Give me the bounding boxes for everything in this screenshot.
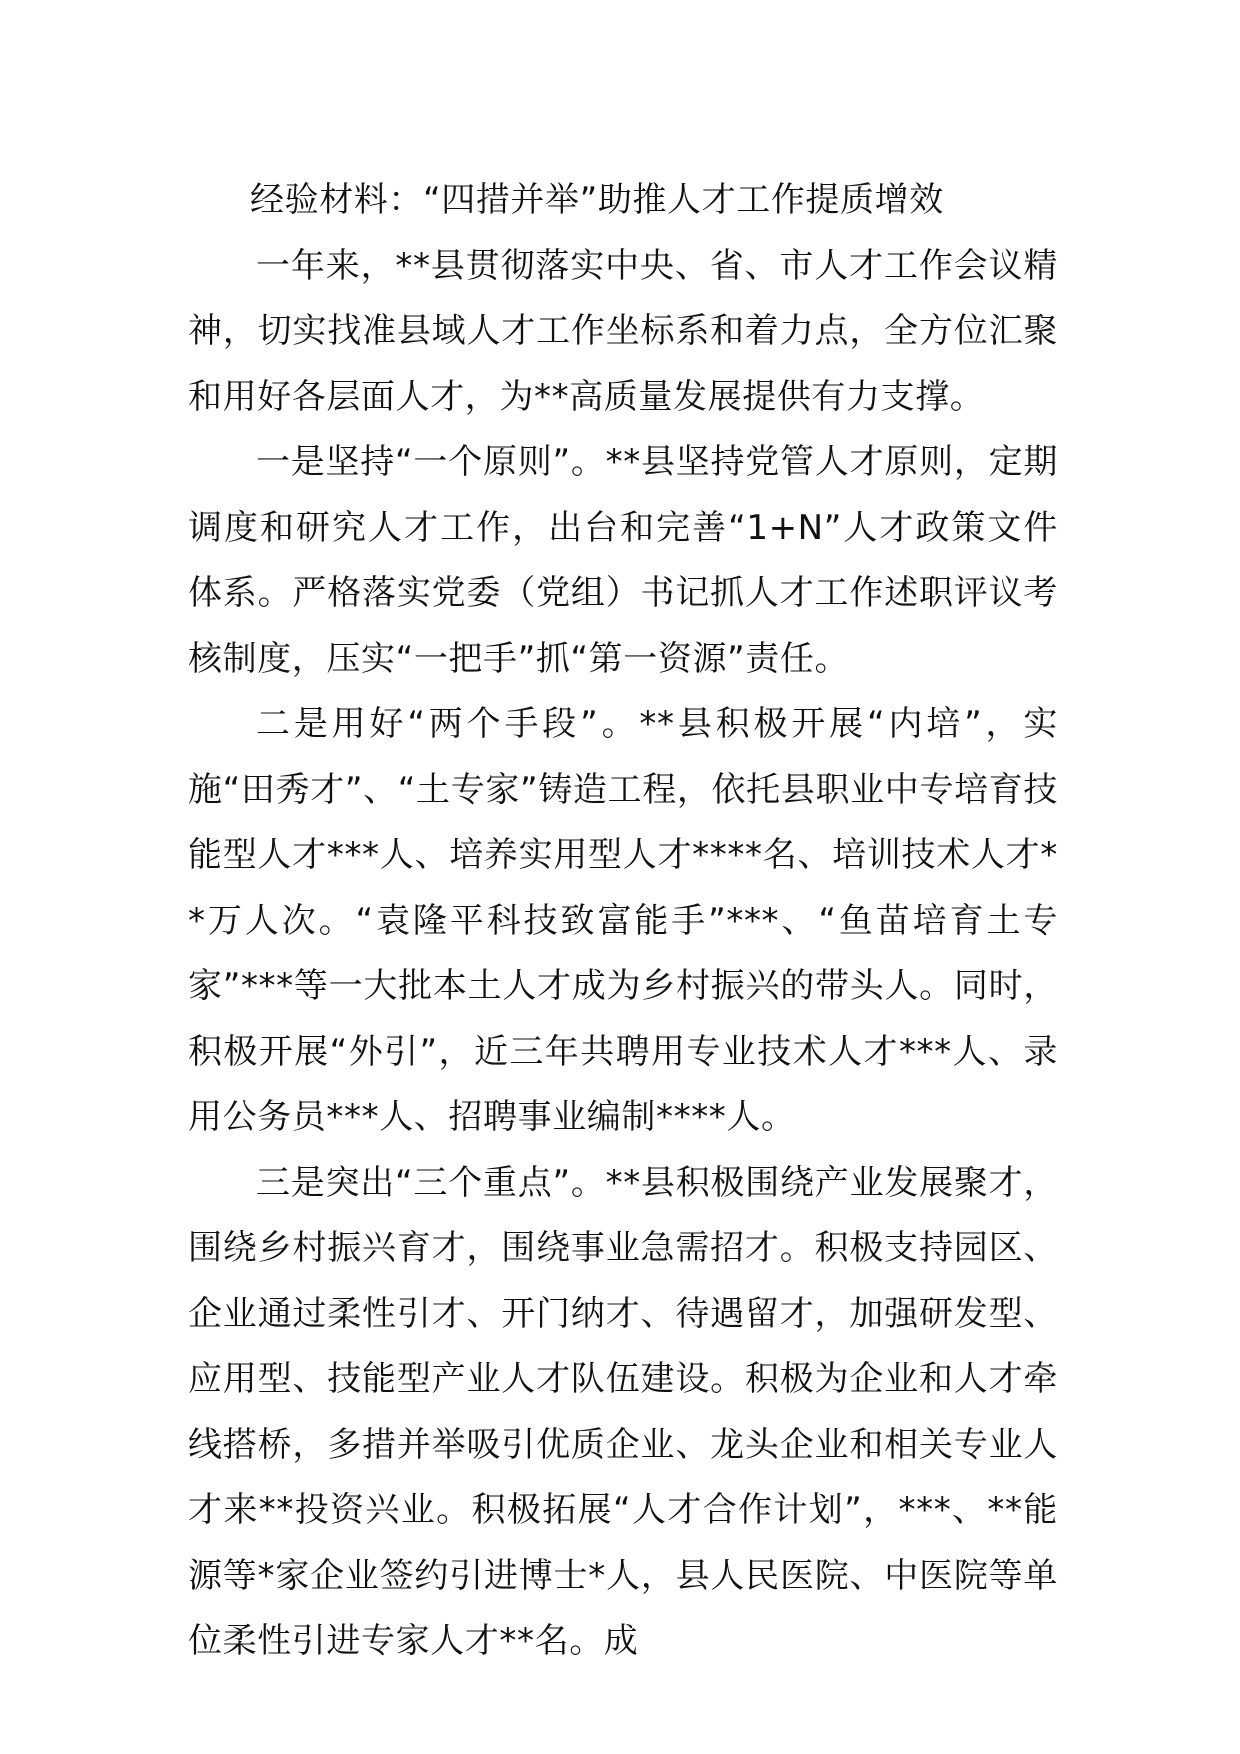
paragraph-intro: 一年来，**县贯彻落实中央、省、市人才工作会议精神，切实找准县域人才工作坐标系和着力点，全方位汇聚和用好各层面人才，为**高质量发展提供有力支撑。: [188, 245, 1058, 417]
paragraph-one-principle: 一是坚持“一个原则”。**县坚持党管人才原则，定期调度和研究人才工作，出台和完善“1+N”人才政策文件体系。严格落实党委（党组）书记抓人才工作述职评议考核制度，压实“一把手”抓“第一资源”责任。: [188, 442, 1058, 679]
paragraph-three-focuses: 三是突出“三个重点”。**县积极围绕产业发展聚才，围绕乡村振兴育才，围绕事业急需招才。积极支持园区、企业通过柔性引才、开门纳才、待遇留才，加强研发型、应用型、技能型产业人才队伍建设。积极为企业和人才牵线搭桥，多措并举吸引优质企业、龙头企业和相关专业人才来**投资兴业。积极拓展“人才合作计划”，***、**能源等*家企业签约引进博士*人，县人民医院、中医院等单位柔性引进专家人才**名。成: [188, 1162, 1058, 1661]
document-title: 经验材料：“四措并举”助推人才工作提质增效: [250, 180, 944, 220]
paragraph-two-means: 二是用好“两个手段”。**县积极开展“内培”，实施“田秀才”、“土专家”铸造工程，依托县职业中专培育技能型人才***人、培养实用型人才****名、培训技术人才**万人次。“袁隆平科技致富能手”***、“鱼苗培育土专家”***等一大批本土人才成为乡村振兴的带头人。同时，积极开展“外引”，近三年共聘用专业技术人才***人、录用公务员***人、招聘事业编制****人。: [188, 704, 1058, 1137]
document-body: [188, 168, 1058, 1675]
